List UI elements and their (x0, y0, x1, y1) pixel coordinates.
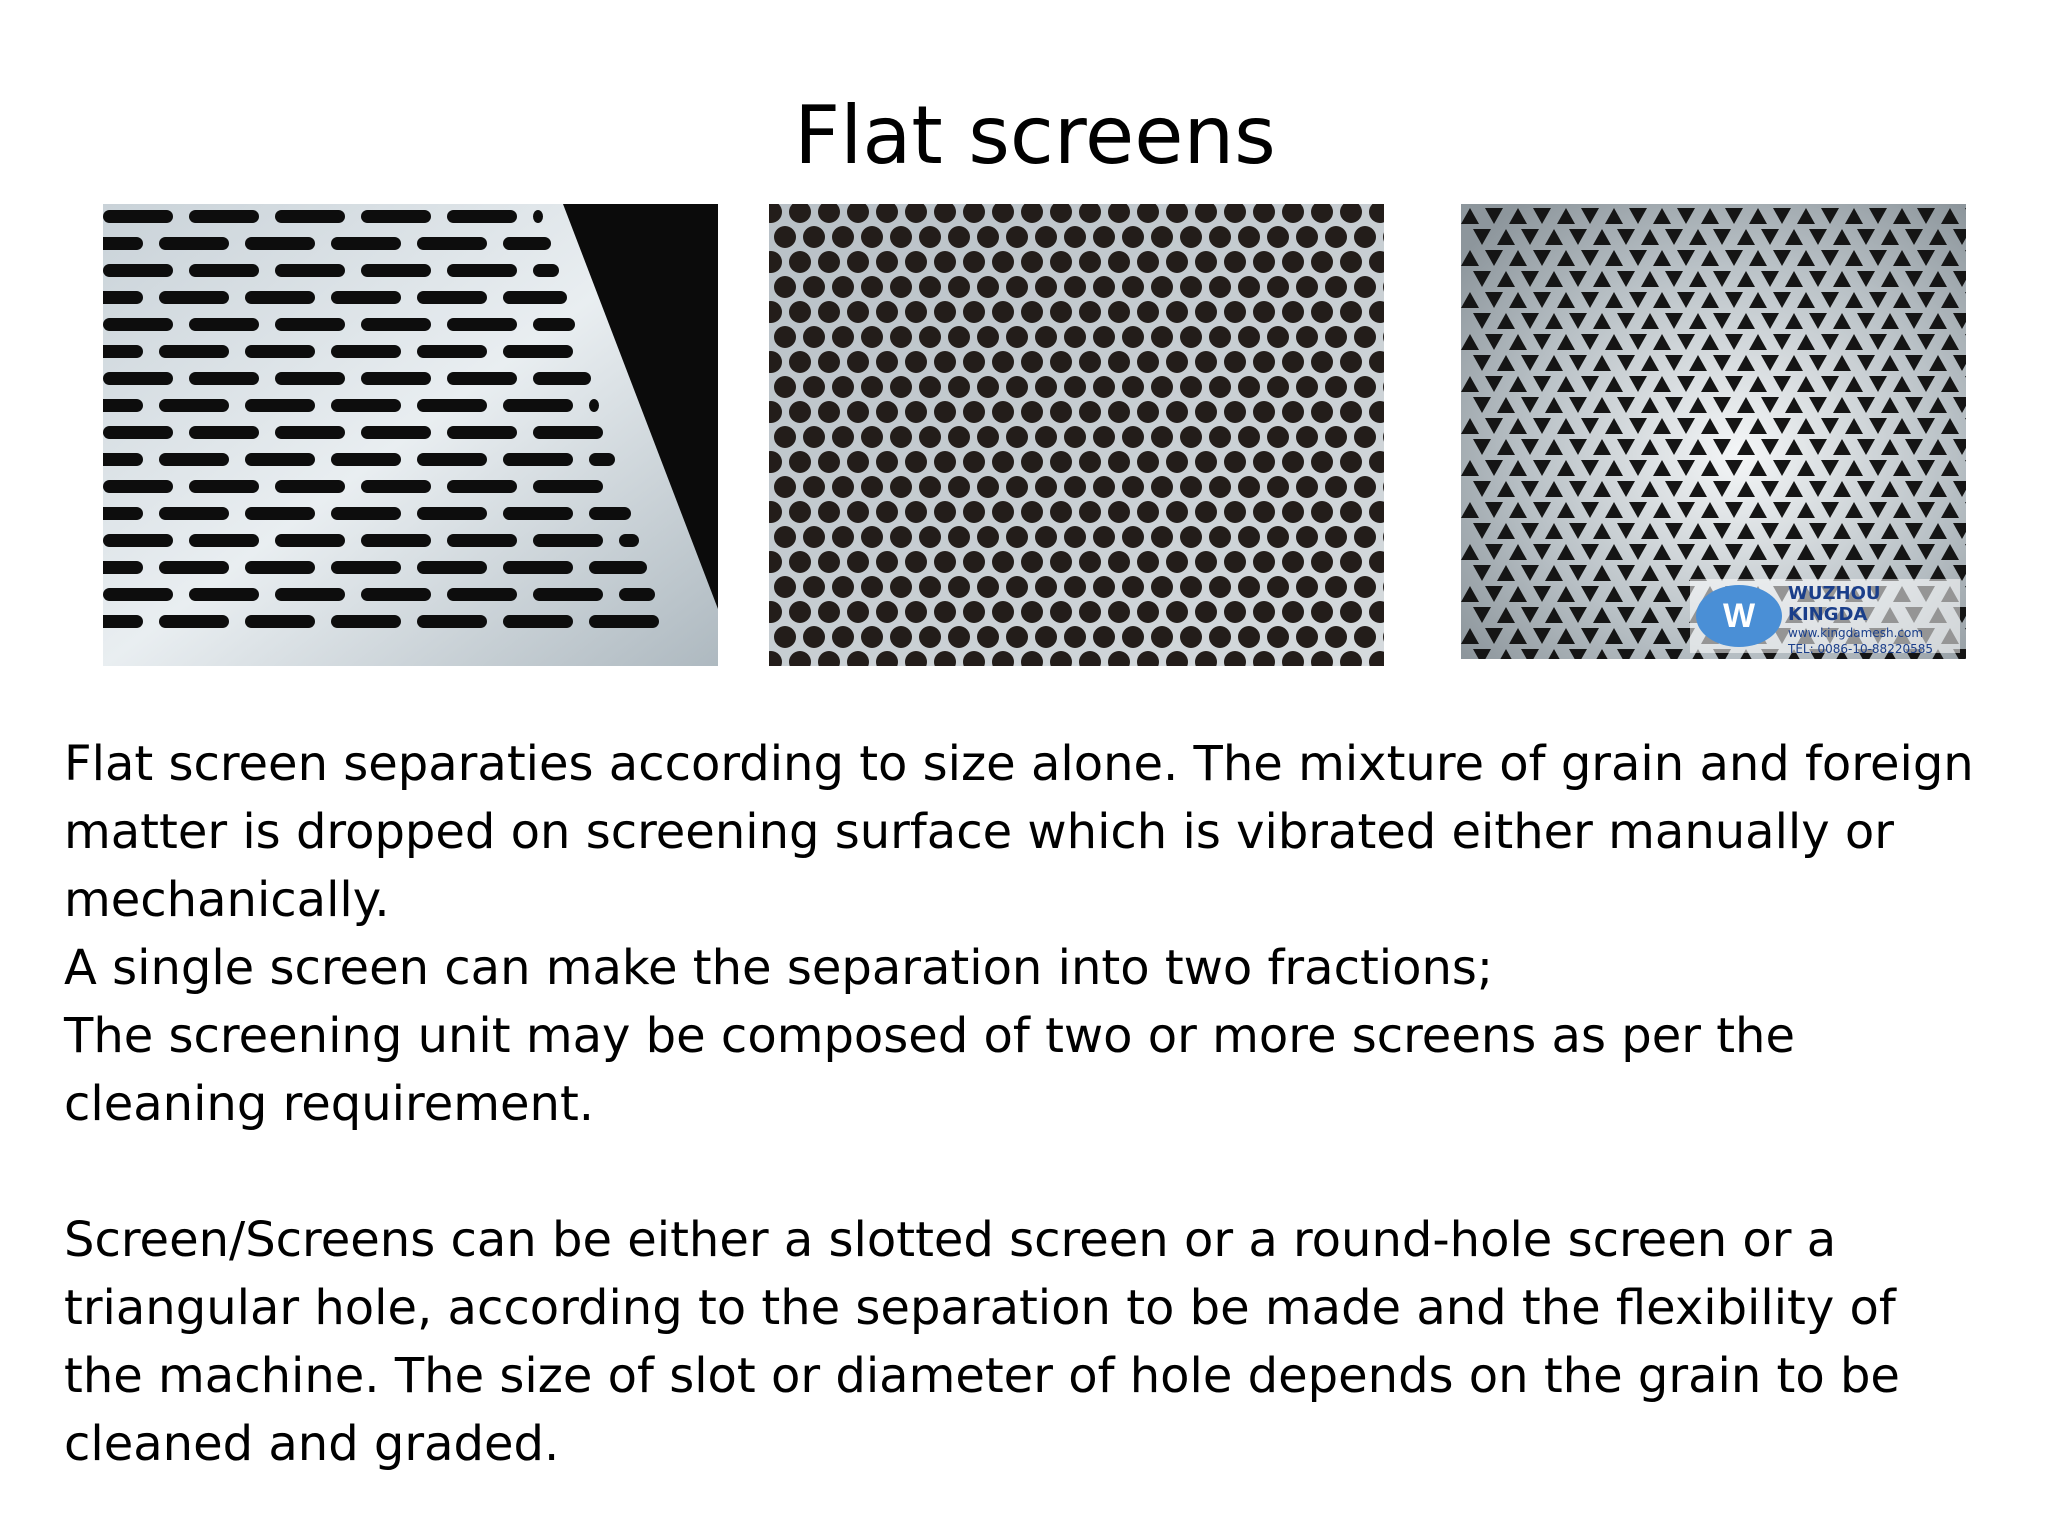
watermark (1690, 579, 1960, 656)
kingda-logo: W (1696, 585, 1782, 647)
watermark-website: www.kingdamesh.com (1788, 626, 1924, 640)
watermark-name: WUZHOU KINGDA (1788, 583, 1881, 625)
paragraph: A single screen can make the separation into two fractions; (64, 940, 1494, 996)
round-hole-screen-photo (769, 204, 1384, 666)
paragraph: Flat screen separaties according to size alone. The mixture of grain and foreign matter is dropped on screening surface which is vibrated either manually or mechanically. (64, 736, 1974, 928)
slide-body (64, 730, 1984, 1478)
triangular-hole-screen-photo (1461, 204, 1966, 659)
watermark-phone: TEL: 0086-10-88220585 (1788, 642, 1934, 656)
slotted-screen-photo (103, 204, 718, 666)
paragraph: Screen/Screens can be either a slotted screen or a round-hole screen or a triangular hole, according to the separation to be made and the flexibility of the machine. The size of slot or diameter of hole depends on the grain to be cleaned and graded. (64, 1212, 1900, 1472)
slide-title: Flat screens (794, 89, 1276, 182)
paragraph: The screening unit may be composed of two or more screens as per the cleaning requirement. (64, 1008, 1795, 1132)
